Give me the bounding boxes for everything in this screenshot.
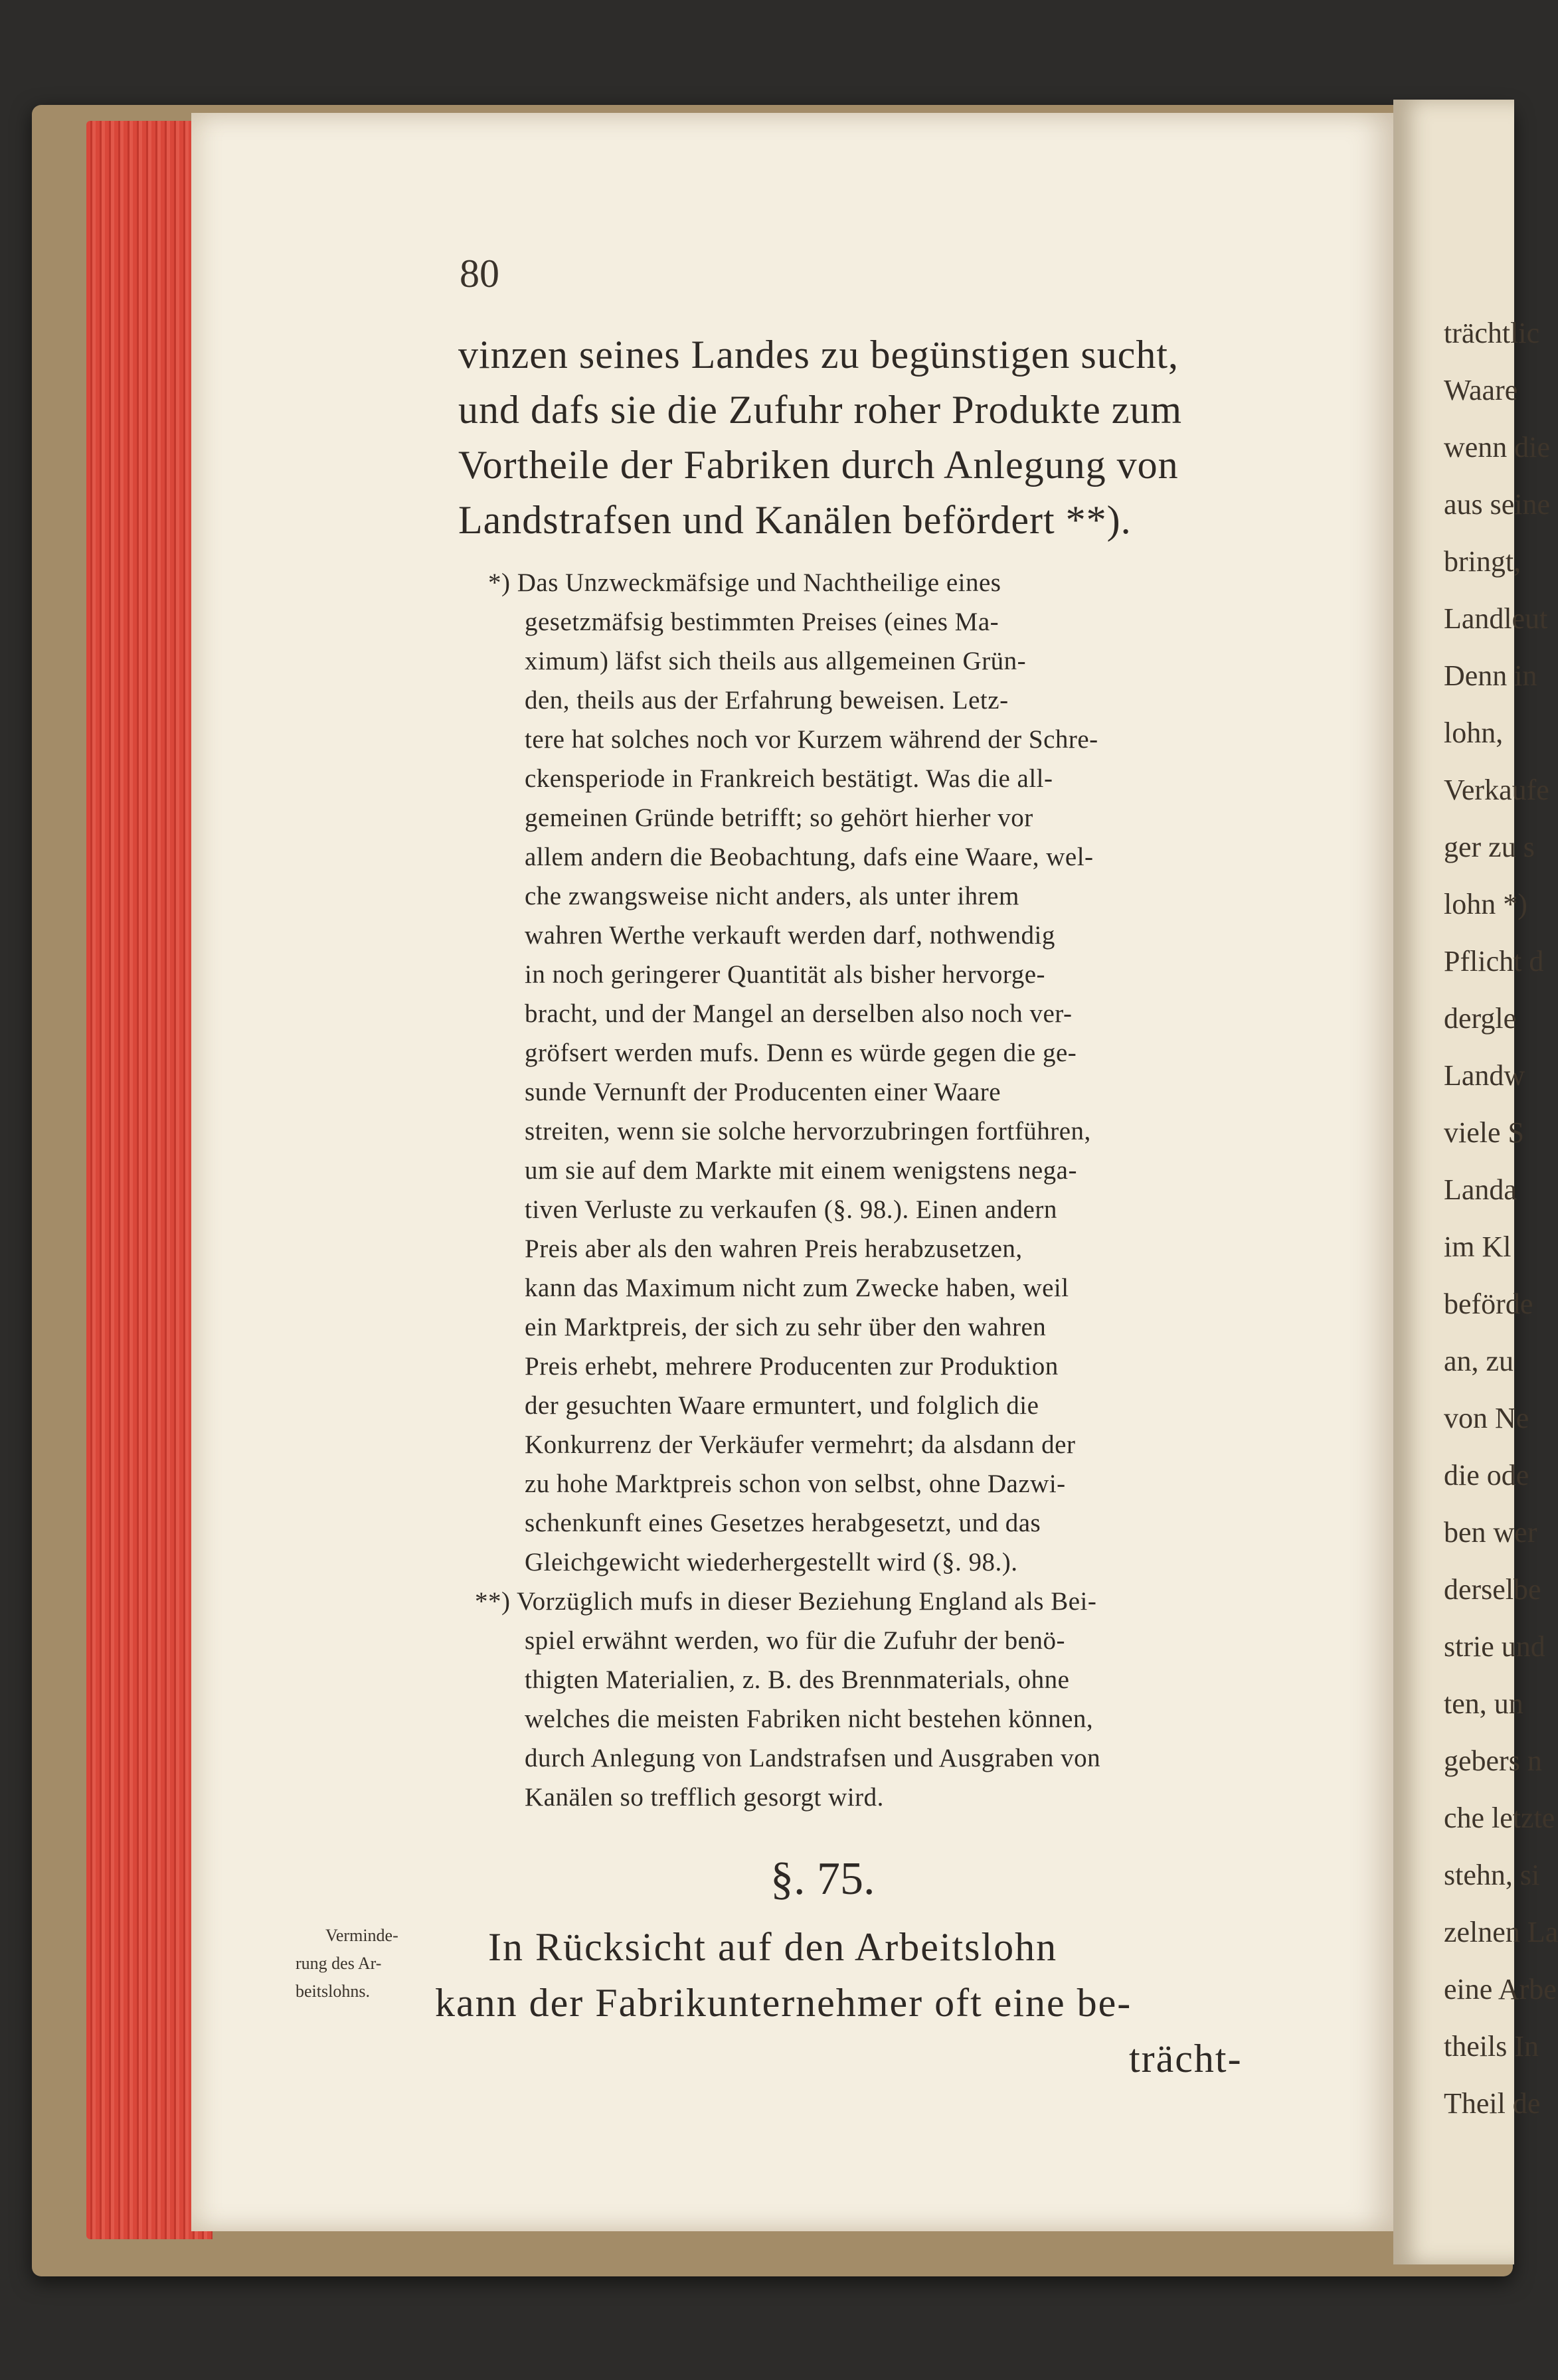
next-page-line: beförde [1444,1288,1533,1320]
next-page-line: che letzte [1444,1802,1555,1834]
next-page-line: lohn, [1444,717,1504,749]
footnote-line: Kanälen so trefflich gesorgt wird. [525,1783,884,1812]
main-text-line: Vortheile der Fabriken durch Anlegung von [458,443,1179,487]
next-page-line: viele S [1444,1116,1524,1149]
footnote-line: um sie auf dem Markte mit einem wenigstens nega- [525,1156,1077,1185]
next-page-line: Denn in [1444,659,1537,692]
footnote-line: der gesuchten Waare ermuntert, und folglich die [525,1391,1039,1420]
next-page-line: trächtlic [1444,317,1540,349]
section-heading: §. 75. [770,1853,875,1905]
footnote-line: tiven Verluste zu verkaufen (§. 98.). Einen andern [525,1195,1057,1224]
main-text-line: und dafs sie die Zufuhr roher Produkte zum [458,388,1183,432]
footnote-line: gemeinen Gründe betrifft; so gehört hierher vor [525,804,1033,832]
next-page-line: theils In [1444,2030,1539,2063]
next-page-line: von Ne [1444,1402,1529,1434]
next-page-line: aus seine [1444,488,1551,521]
main-text-line: vinzen seines Landes zu begünstigen sucht, [458,333,1179,377]
footnote-line: che zwangsweise nicht anders, als unter ihrem [525,882,1019,910]
footnote-line: streiten, wenn sie solche hervorzubringen fortführen, [525,1117,1091,1146]
next-page-line: Landw [1444,1059,1525,1092]
footnote-line: *) Das Unzweckmäfsige und Nachtheilige eines [488,568,1001,597]
next-page-line: die ode [1444,1459,1529,1491]
next-page-line: Theil de [1444,2087,1541,2120]
footnote-line: ckensperiode in Frankreich bestätigt. Was die all- [525,764,1053,793]
footnote-line: Konkurrenz der Verkäufer vermehrt; da alsdann der [525,1430,1076,1459]
footnote-line: gesetzmäfsig bestimmten Preises (eines Ma- [525,608,999,636]
next-page-line: eine Arbe [1444,1973,1557,2005]
next-page-line: im Kl [1444,1231,1512,1263]
catchword: trächt- [1129,2037,1243,2081]
next-page-line: stehn, si [1444,1859,1540,1891]
margin-note-line: rung des Ar- [296,1954,382,1973]
footnote-line: ximum) läfst sich theils aus allgemeinen Grün- [525,647,1027,675]
body-text-line: kann der Fabrikunternehmer oft eine be- [435,1981,1132,2025]
next-page-line: Landa [1444,1173,1517,1206]
next-page-line: zelnen La [1444,1916,1558,1948]
footnote-line: Preis aber als den wahren Preis herabzusetzen, [525,1234,1023,1263]
footnote-line: zu hohe Marktpreis schon von selbst, ohne Dazwi- [525,1470,1066,1498]
footnote-line: den, theils aus der Erfahrung beweisen. Letz- [525,686,1009,715]
next-page-line: Waare [1444,374,1518,406]
next-page-line: lohn *) [1444,888,1527,920]
footnote-line: Preis erhebt, mehrere Producenten zur Produktion [525,1352,1059,1381]
footnote-line: kann das Maximum nicht zum Zwecke haben, weil [525,1274,1069,1302]
footnote-line: wahren Werthe verkauft werden darf, nothwendig [525,921,1055,950]
footnote-line: tere hat solches noch vor Kurzem während der Schre- [525,725,1098,754]
footnote-line: gröfsert werden mufs. Denn es würde gegen die ge- [525,1039,1077,1067]
margin-note-line: Verminde- [325,1926,398,1945]
footnote-line: ein Marktpreis, der sich zu sehr über den wahren [525,1313,1047,1341]
footnote-line: spiel erwähnt werden, wo für die Zufuhr der benö- [525,1626,1065,1655]
next-page-line: ger zu s [1444,831,1535,863]
footnote-line: in noch geringerer Quantität als bisher hervorge- [525,960,1046,989]
next-page-line: an, zu [1444,1345,1514,1377]
next-page-line: derselbe [1444,1573,1541,1606]
footnote-line: sunde Vernunft der Producenten einer Waare [525,1078,1001,1106]
footnote-line: welches die meisten Fabriken nicht bestehen können, [525,1705,1094,1733]
next-page-line: Pflicht d [1444,945,1544,978]
next-page-line: dergle [1444,1002,1517,1035]
footnote-line: schenkunft eines Gesetzes herabgesetzt, und das [525,1509,1041,1537]
next-page-line: gebers n [1444,1744,1542,1777]
body-text-line: In Rücksicht auf den Arbeitslohn [488,1925,1058,1969]
footnote-line: thigten Materialien, z. B. des Brennmaterials, ohne [525,1665,1070,1694]
footnote-line: allem andern die Beobachtung, dafs eine Waare, wel- [525,843,1094,871]
footnote-line: durch Anlegung von Landstrafsen und Ausgraben von [525,1744,1101,1772]
next-page-line: ten, un [1444,1687,1523,1720]
next-page-line: Verkaufe [1444,774,1549,806]
next-page-line: strie und [1444,1630,1545,1663]
footnote-line: bracht, und der Mangel an derselben also noch ver- [525,999,1073,1028]
next-page-line: Landleut [1444,602,1548,635]
right-page-partial [1393,100,1558,2264]
next-page-line: ben wer [1444,1516,1537,1549]
footnote-line: **) Vorzüglich mufs in dieser Beziehung England als Bei- [475,1587,1097,1616]
page-number: 80 [460,252,499,296]
main-text-line: Landstrafsen und Kanälen befördert **). [458,498,1132,542]
footnote-line: Gleichgewicht wiederhergestellt wird (§. 98.). [525,1548,1018,1576]
next-page-line: wenn die [1444,431,1551,464]
next-page-line: bringt, [1444,545,1521,578]
margin-note-line: beitslohns. [296,1982,370,2001]
